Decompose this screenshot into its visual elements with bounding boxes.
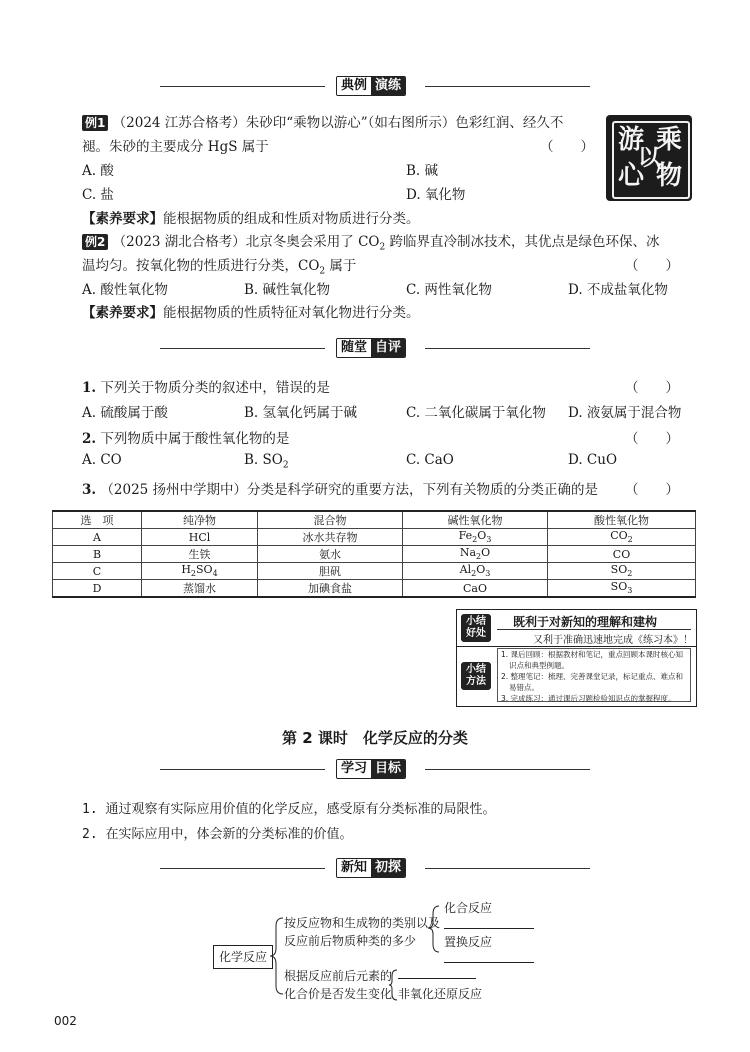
cell-text: 加碘食盐 xyxy=(308,582,352,595)
subscript: 2 xyxy=(476,552,482,562)
objective-1: 1. 通过观察有实际应用价值的化学反应，感受原有分类标准的局限性。 xyxy=(82,802,496,817)
example1-option-c: C. 盐 xyxy=(82,187,114,203)
question3-paren: （ ） xyxy=(625,482,679,498)
cell-text: HCl xyxy=(188,530,211,544)
table-cell xyxy=(142,529,258,546)
cell-text: 生铁 xyxy=(188,548,211,561)
example1-text1: （2024 江苏合格考）朱砂印“乘物以游心”（如右图所示）色彩红润、经久不 xyxy=(112,115,564,131)
example1-tag: 例1 xyxy=(82,115,108,131)
cell-text: CO xyxy=(610,529,628,543)
diagram-branch1-line1: 按反应物和生成物的类别以及 xyxy=(284,916,441,930)
diagram-leaf-combination: 化合反应 xyxy=(444,901,493,915)
section-header-self-check xyxy=(160,338,590,358)
cell-text: SO xyxy=(196,563,213,577)
question1-option-b: B. 氢氧化钙属于碱 xyxy=(244,405,358,421)
table-cell xyxy=(403,563,548,580)
question-text: 下列关于物质分类的叙述中，错误的是 xyxy=(100,380,330,396)
cell-text: 氨水 xyxy=(319,548,341,561)
table-header-row xyxy=(53,511,696,529)
subscript: 3 xyxy=(485,569,491,579)
tag-line: 小结 xyxy=(466,664,486,675)
subscript: 2 xyxy=(319,266,326,277)
cell-text: 蒸馏水 xyxy=(183,582,216,595)
table-row xyxy=(53,563,696,580)
table-cell xyxy=(548,580,696,598)
diagram-branch1-line2: 反应前后物质种类的多少 xyxy=(284,934,417,948)
requirement-text: 能根据物质的性质特征对氧化物进行分类。 xyxy=(163,305,420,321)
option-text: A. CO xyxy=(82,452,122,468)
summary-box xyxy=(456,609,697,707)
summary-benefit-2: 又利于准确迅速地完成《练习本》！ xyxy=(533,635,693,646)
page-number: 002 xyxy=(54,1014,77,1028)
summary-tag-benefit xyxy=(461,614,491,642)
table-row xyxy=(53,546,696,563)
seal-char: 乘 xyxy=(655,125,682,155)
blank-line xyxy=(398,978,476,979)
example2-option-b: B. 碱性氧化物 xyxy=(244,282,331,298)
header-part-a: 随堂 xyxy=(337,339,371,357)
example1-text2: 褪。朱砂的主要成分 HgS 属于 xyxy=(82,139,269,155)
classification-table xyxy=(52,510,696,598)
example2-option-a: A. 酸性氧化物 xyxy=(82,282,168,298)
diagram-branch2-line1: 根据反应前后元素的 xyxy=(284,969,393,983)
tag-line: 方法 xyxy=(466,676,486,687)
cell-text: O xyxy=(476,563,486,577)
table-cell xyxy=(258,563,403,580)
subscript: 2 xyxy=(379,242,386,253)
cell-text: H xyxy=(181,563,191,577)
table-header: 酸性氧化物 xyxy=(548,511,696,529)
question2 xyxy=(82,427,289,447)
subscript: 2 xyxy=(471,569,477,579)
header-part-b: 自评 xyxy=(371,339,405,357)
summary-tag-method xyxy=(461,662,491,690)
method-3: 3. 完成练习：通过课后习题检验知识点的掌握程度。 xyxy=(501,694,676,703)
cell-text: O xyxy=(481,546,491,560)
summary-benefit-1: 既利于对新知的理解和建构 xyxy=(513,615,658,629)
header-part-b: 目标 xyxy=(371,760,405,778)
example2-text2a: 温均匀。按氧化物的性质进行分类，CO xyxy=(82,258,320,274)
seal-image xyxy=(606,115,692,201)
cell-text: Al xyxy=(459,563,472,577)
section-header-examples xyxy=(160,76,590,96)
table-cell xyxy=(53,529,142,546)
method-2-cont: 易错点。 xyxy=(509,683,539,692)
table-cell xyxy=(142,546,258,563)
table-cell xyxy=(258,580,403,598)
cell-text: D xyxy=(92,581,102,595)
blank-line xyxy=(444,962,534,963)
question1 xyxy=(82,376,330,396)
seal-char: 游 xyxy=(617,125,644,155)
question-text: 下列物质中属于酸性氧化物的是 xyxy=(100,431,290,447)
summary-methods xyxy=(497,648,691,702)
option-text: D. CuO xyxy=(568,452,618,468)
example1-answer-paren: （ ） xyxy=(540,139,594,155)
table-cell xyxy=(142,563,258,580)
table-cell xyxy=(403,546,548,563)
question3 xyxy=(82,478,598,498)
table-cell xyxy=(142,580,258,598)
table-cell xyxy=(403,580,548,598)
subscript: 3 xyxy=(486,535,492,545)
table-row xyxy=(53,529,696,546)
example2-requirement xyxy=(82,301,420,321)
method-2: 2. 整理笔记：梳理、完善课堂记录，标记重点、难点和 xyxy=(501,672,684,681)
subscript: 2 xyxy=(282,460,289,471)
header-part-a: 学习 xyxy=(337,760,371,778)
diagram-branch2-line2: 化合价是否发生变化 xyxy=(284,987,393,1001)
question1-paren: （ ） xyxy=(625,380,679,396)
cell-text: 胆矾 xyxy=(319,565,341,578)
example2-option-d: D. 不成盐氧化物 xyxy=(568,282,668,298)
table-header: 纯净物 xyxy=(142,511,258,529)
question-number: 1. xyxy=(82,380,97,396)
subscript: 3 xyxy=(627,586,633,596)
table-cell xyxy=(258,546,403,563)
question2-option-b xyxy=(244,452,289,471)
table-cell xyxy=(548,529,696,546)
subscript: 2 xyxy=(472,535,478,545)
subscript: 2 xyxy=(627,535,633,545)
table-row xyxy=(53,580,696,598)
cell-text: CO xyxy=(612,547,631,561)
method-1: 1. 课后回顾：根据教材和笔记，重点回顾本课时核心知 xyxy=(501,650,684,659)
diagram-leaf-displacement: 置换反应 xyxy=(444,935,493,949)
seal-char: 心 xyxy=(617,161,644,191)
blank-line xyxy=(444,928,534,929)
question1-option-a: A. 硫酸属于酸 xyxy=(82,405,168,421)
cell-text: B xyxy=(92,547,102,561)
question-text: （2025 扬州中学期中）分类是科学研究的重要方法，下列有关物质的分类正确的是 xyxy=(100,482,599,498)
diagram-small-bracket xyxy=(388,968,398,1002)
diagram-root: 化学反应 xyxy=(213,945,273,969)
requirement-label: 【素养要求】 xyxy=(82,305,163,321)
option-text: C. CaO xyxy=(406,452,454,468)
table-header: 混合物 xyxy=(258,511,403,529)
table-cell xyxy=(548,563,696,580)
objective-2: 2. 在实际应用中，体会新的分类标准的价值。 xyxy=(82,827,353,842)
requirement-label: 【素养要求】 xyxy=(82,211,163,227)
cell-text: Fe xyxy=(458,529,473,543)
question-number: 2. xyxy=(82,431,97,447)
question2-option-d xyxy=(568,452,617,468)
header-part-b: 演练 xyxy=(371,77,405,95)
tag-line: 好处 xyxy=(466,628,486,639)
question2-option-a xyxy=(82,452,122,468)
table-cell xyxy=(53,563,142,580)
question1-option-d: D. 液氨属于混合物 xyxy=(568,405,682,421)
cell-text: Na xyxy=(459,546,477,560)
example1-requirement xyxy=(82,207,420,227)
table-cell xyxy=(258,529,403,546)
header-part-b: 初探 xyxy=(371,859,405,877)
cell-text: 冰水共存物 xyxy=(302,531,358,544)
subscript: 2 xyxy=(190,569,197,579)
cell-text: A xyxy=(93,530,101,544)
subscript: 2 xyxy=(627,569,633,579)
section-header-new-knowledge xyxy=(160,858,590,878)
example1-option-d: D. 氧化物 xyxy=(406,187,466,203)
tag-line: 小结 xyxy=(466,616,486,627)
requirement-text: 能根据物质的组成和性质对物质进行分类。 xyxy=(163,211,420,227)
cell-text: SO xyxy=(610,580,628,594)
example1-option-a: A. 酸 xyxy=(82,163,114,179)
cell-text: O xyxy=(477,529,487,543)
question2-paren: （ ） xyxy=(625,431,679,447)
table-cell xyxy=(548,546,696,563)
header-part-a: 新知 xyxy=(337,859,371,877)
option-text: B. SO xyxy=(244,452,283,468)
example2-text1b: 跨临界直冷制冰技术，其优点是绿色环保、冰 xyxy=(385,234,660,250)
header-part-a: 典例 xyxy=(337,77,371,95)
table-header: 碱性氧化物 xyxy=(403,511,548,529)
table-cell xyxy=(53,580,142,598)
example2-text2b: 属于 xyxy=(325,258,357,274)
seal-char: 以 xyxy=(637,145,660,171)
cell-text: C xyxy=(92,564,102,578)
cell-text: SO xyxy=(610,563,628,577)
seal-char: 物 xyxy=(655,161,682,191)
example2-line1 xyxy=(82,230,660,253)
question2-option-c xyxy=(406,452,454,468)
question1-option-c: C. 二氧化碳属于氧化物 xyxy=(406,405,546,421)
example2-line2 xyxy=(82,254,356,277)
method-1-cont: 识点和典型例题。 xyxy=(509,661,569,670)
table-header: 选 项 xyxy=(53,511,142,529)
example2-option-c: C. 两性氧化物 xyxy=(406,282,492,298)
diagram-leaf-non-redox: 非氧化还原反应 xyxy=(398,987,483,1001)
lesson-title: 第 2 课时 化学反应的分类 xyxy=(282,729,468,747)
table-cell xyxy=(53,546,142,563)
question-number: 3. xyxy=(82,482,97,498)
example2-answer-paren: （ ） xyxy=(625,258,679,274)
example2-text1a: （2023 湖北合格考）北京冬奥会采用了 CO xyxy=(112,234,380,250)
subscript: 4 xyxy=(212,569,218,579)
example1-option-b: B. 碱 xyxy=(406,163,439,179)
table-cell xyxy=(403,529,548,546)
example2-tag: 例2 xyxy=(82,234,108,250)
section-header-objectives xyxy=(160,759,590,779)
example1-line1 xyxy=(82,111,563,131)
cell-text: CaO xyxy=(463,581,487,595)
